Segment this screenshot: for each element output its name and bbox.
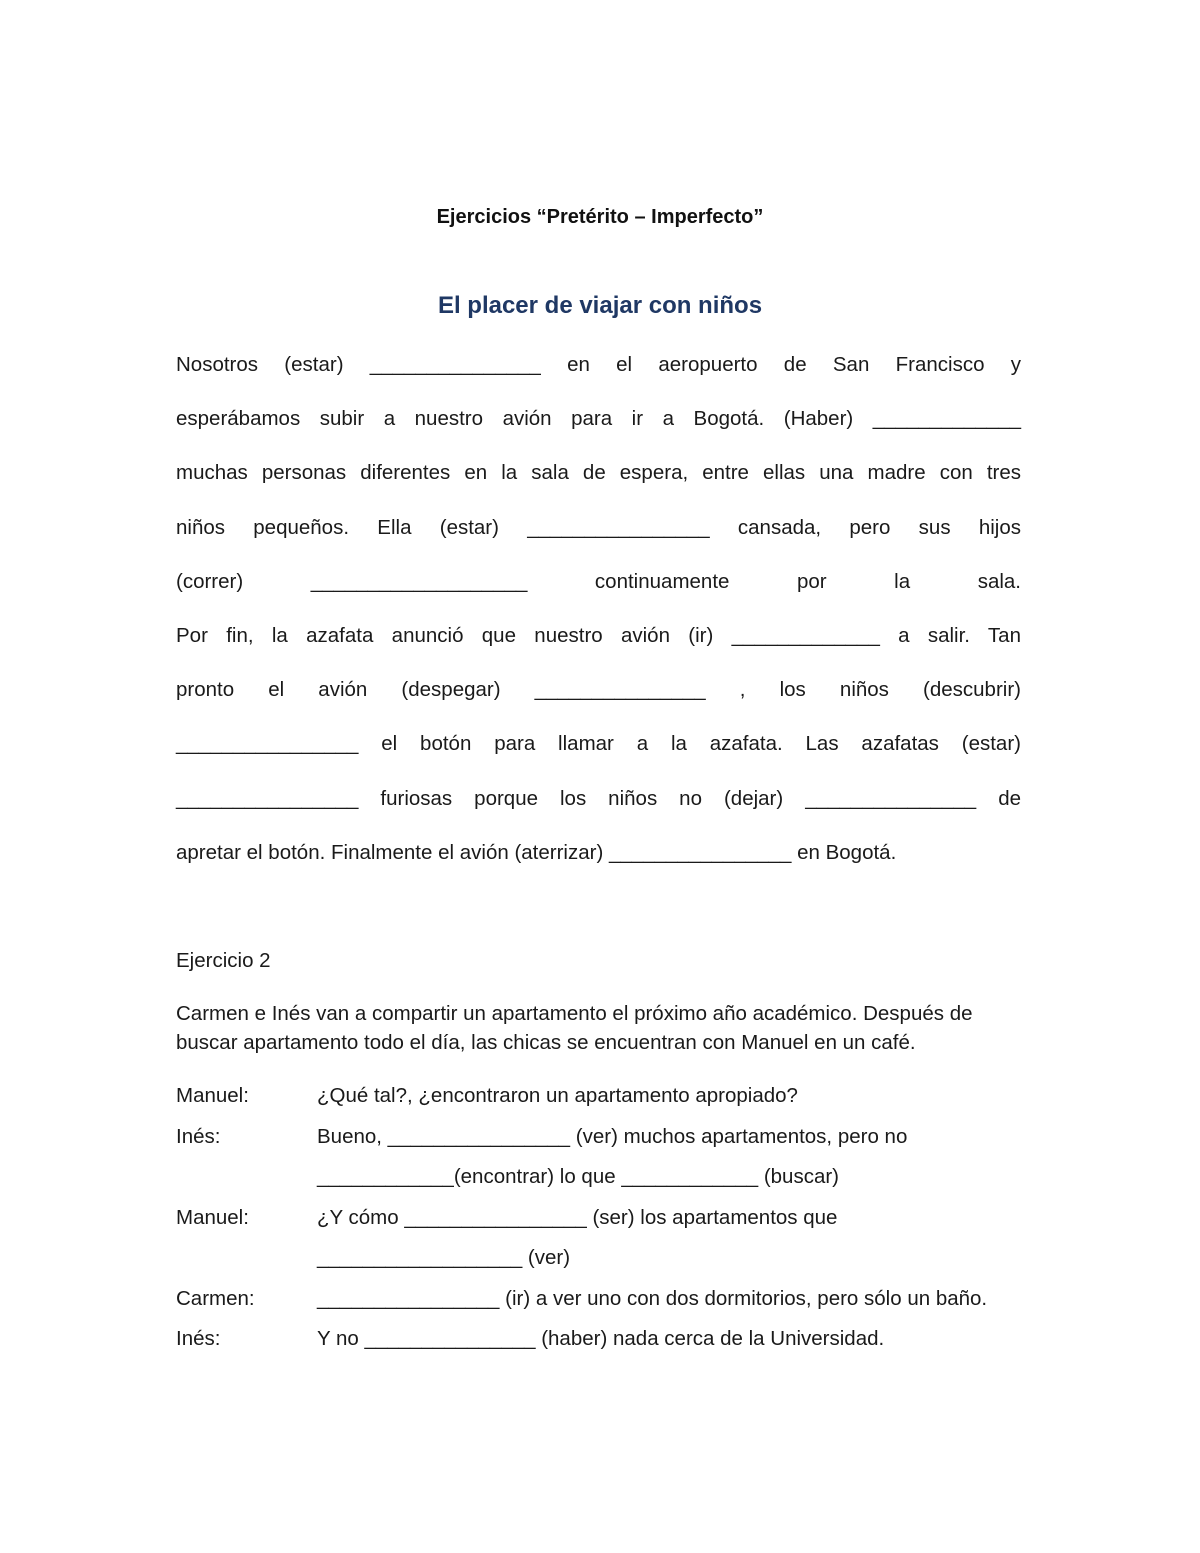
exercise1-line: apretar el botón. Finalmente el avión (aterrizar) ________________ en Bogotá. (176, 840, 897, 864)
document-title: Ejercicios “Pretérito – Imperfecto” (436, 206, 764, 228)
dialogue-row (176, 1325, 1136, 1366)
exercise1-paragraph (176, 338, 1021, 880)
exercise2-intro (176, 1000, 1096, 1057)
exercise1-line: pronto el avión (despegar) _______________ , los niños (descubrir) (176, 678, 1021, 702)
dialogue-speaker: Manuel: (176, 1205, 249, 1229)
exercise1-line: niños pequeños. Ella (estar) ________________ cansada, pero sus hijos (176, 515, 1021, 539)
dialogue-speaker: Inés: (176, 1124, 221, 1148)
dialogue-row (176, 1244, 1136, 1285)
dialogue-speaker: Inés: (176, 1327, 221, 1350)
exercise1-line: muchas personas diferentes en la sala de espera, entre ellas una madre con tres (176, 461, 1021, 485)
dialogue-row (176, 1204, 1136, 1245)
dialogue-text: ________________ (ir) a ver uno con dos dormitorios, pero sólo un baño. (317, 1286, 988, 1310)
exercise1-line: esperábamos subir a nuestro avión para ir a Bogotá. (Haber) _____________ (176, 407, 1021, 431)
dialogue-text: __________________ (ver) (317, 1246, 571, 1269)
dialogue-text: Y no _______________ (haber) nada cerca de la Universidad. (317, 1327, 885, 1350)
exercise1-line: Por fin, la azafata anunció que nuestro avión (ir) _____________ a salir. Tan (176, 624, 1021, 648)
exercise2-heading: Ejercicio 2 (176, 949, 271, 972)
dialogue-row (176, 1123, 1136, 1164)
dialogue-speaker: Manuel: (176, 1084, 249, 1107)
story-title: El placer de viajar con niños (437, 292, 763, 319)
dialogue-text: ¿Qué tal?, ¿encontraron un apartamento apropiado? (317, 1084, 798, 1107)
dialogue-row (176, 1082, 1136, 1123)
exercise1-line: (correr) ___________________ continuamente por la sala. (176, 569, 1021, 593)
exercise1-line: Nosotros (estar) _______________ en el aeropuerto de San Francisco y (176, 353, 1021, 376)
exercise2-intro-line: buscar apartamento todo el día, las chicas se encuentran con Manuel en un café. (176, 1030, 916, 1054)
dialogue-text: ¿Y cómo ________________ (ser) los apartamentos que (317, 1205, 838, 1229)
dialogue-text: ____________(encontrar) lo que ____________ (buscar) (317, 1165, 840, 1188)
dialogue-speaker: Carmen: (176, 1286, 255, 1310)
dialogue-row (176, 1163, 1136, 1204)
dialogue-text: Bueno, ________________ (ver) muchos apartamentos, pero no (317, 1124, 908, 1148)
exercise2-intro-line: Carmen e Inés van a compartir un apartamento el próximo año académico. Después de (176, 1002, 973, 1025)
dialogue-row (176, 1285, 1136, 1326)
exercise1-line: ________________ el botón para llamar a la azafata. Las azafatas (estar) (176, 732, 1021, 756)
dialogue (176, 1082, 1136, 1366)
exercise1-line: ________________ furiosas porque los niños no (dejar) _______________ de (176, 786, 1021, 810)
